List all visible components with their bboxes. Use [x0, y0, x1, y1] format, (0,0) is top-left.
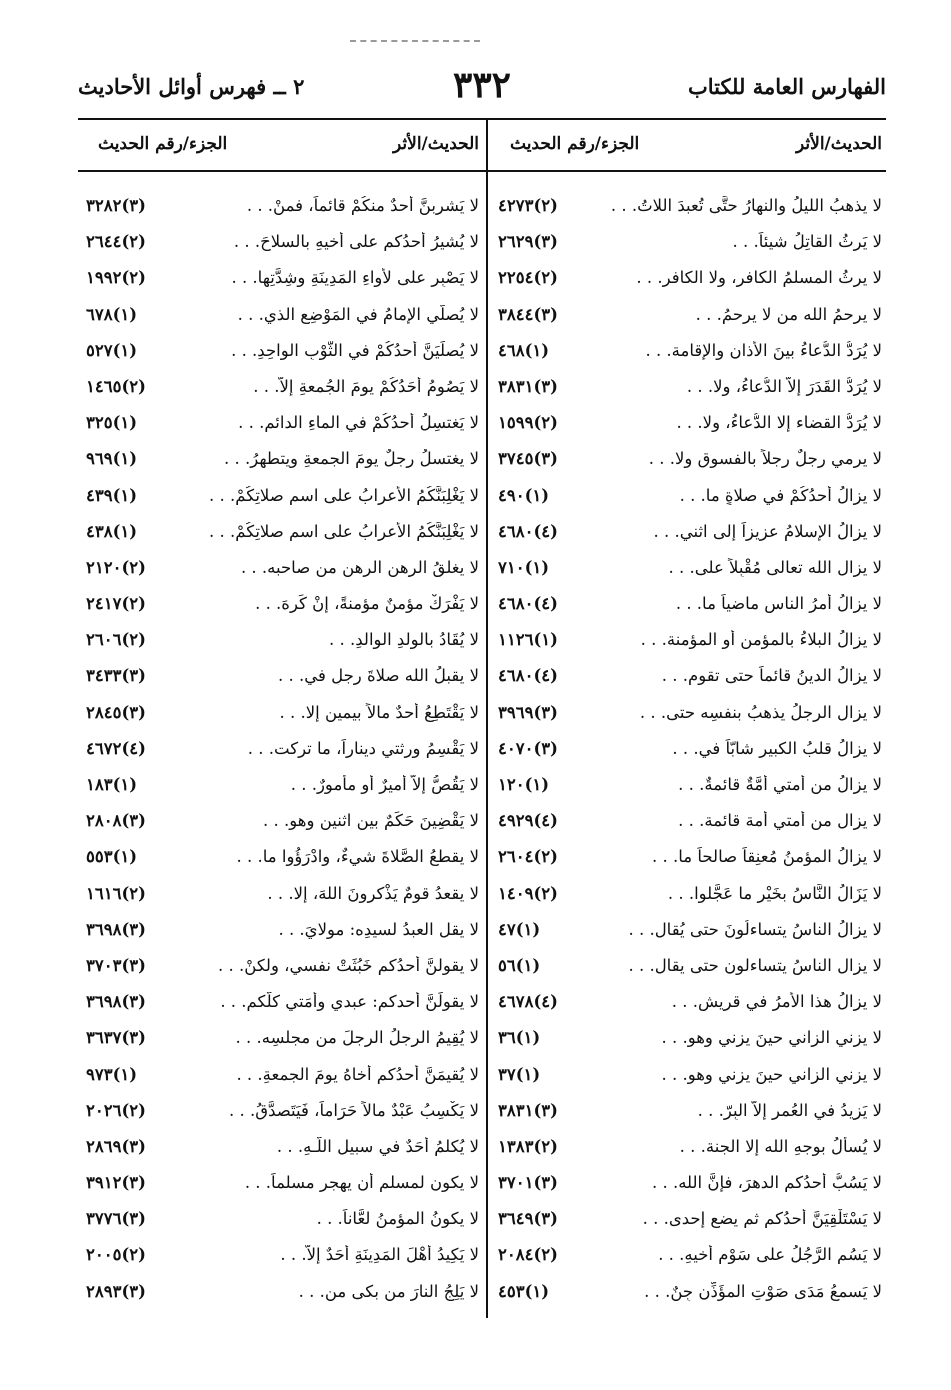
list-item	[78, 660, 483, 696]
hadith-text: لا يَقْضِينَ حَكَمٌ بين اثنين وهو. . .	[263, 811, 479, 831]
hadith-reference: (٢)٢٤١٧	[86, 594, 146, 614]
hadith-reference: (٢)١٦١٦	[86, 883, 146, 903]
hadith-text: لا يَزَالُ النَّاسُ بخَيْرٍ ما عَجَّلوا. . .	[667, 883, 882, 903]
hadith-reference: (١)٤٩٠	[498, 485, 550, 505]
hadith-text: لا يقطعُ الصَّلاةَ شيءٌ، وادْرَؤُوا ما. . .	[236, 847, 479, 867]
hadith-text: لا يزال الرجلُ يذهبُ بنفسِه حتى. . .	[639, 702, 882, 722]
hadith-reference: (٣)٢٨٤٥	[86, 702, 146, 722]
list-item	[490, 1131, 886, 1167]
hadith-text: لا يزالُ الدينُ قائماً حتى تقوم. . .	[661, 666, 882, 686]
list-item	[78, 1276, 483, 1312]
list-item	[78, 697, 483, 733]
hadith-text: لا يكونُ المؤمنُ لعَّاناً. . .	[316, 1209, 479, 1229]
hadith-reference: (٢)١٥٩٩	[498, 413, 558, 433]
hadith-text: لا يزالُ من أُمتي أُمَّةٌ قائمةٌ. . .	[678, 775, 882, 794]
list-item	[490, 733, 886, 769]
hadith-reference: (١)٩٦٩	[86, 449, 138, 469]
hadith-text: لا يَلِجُ النارَ من بكى من. . .	[298, 1281, 479, 1301]
list-item	[490, 262, 886, 298]
list-item	[490, 841, 886, 877]
hadith-text: لا يَفْرَكْ مؤمنٌ مؤمنةً، إنْ كَرِهَ. . .	[255, 594, 479, 614]
list-item	[490, 480, 886, 516]
hadith-text: لا يُرَدُّ القَدَرَ إلاّ الدُّعاءُ، ولا. . .	[686, 376, 882, 396]
hadith-text: لا يَصْبِر على لأواءِ المَدِينَةِ وشِدَّتِها. . .	[231, 268, 479, 288]
list-item	[78, 841, 483, 877]
hadith-reference: (٣)٣٦٩٨	[86, 919, 146, 939]
hadith-reference: (٣)٣٩١٢	[86, 1173, 146, 1193]
hadith-reference: (٢)٢٦٠٤	[498, 847, 558, 867]
right-entries	[490, 190, 886, 1312]
list-item	[490, 335, 886, 371]
hadith-reference: (٣)٣٧٠١	[498, 1173, 558, 1193]
hadith-column-header: الحديث/الأثر	[796, 134, 882, 154]
hadith-text: لا يَسمعُ مَدَى صَوْتِ المؤَذِّنِ جِنٌ. . .	[644, 1281, 882, 1301]
list-item	[78, 516, 483, 552]
list-item	[490, 588, 886, 624]
hadith-reference: (٢)١٤٦٥	[86, 376, 146, 396]
page-number: ٣٣٢	[452, 64, 511, 106]
list-item	[490, 624, 886, 660]
list-item	[78, 1131, 483, 1167]
column-divider	[486, 118, 488, 1318]
hadith-reference: (١)١١٢٦	[498, 630, 558, 650]
hadith-reference: (٣)٣٦٤٩	[498, 1209, 558, 1229]
hadith-text: لا يغلقُ الرهن الرهن من صاحبه. . .	[240, 557, 479, 577]
hadith-reference: (٣)٣٩٦٩	[498, 702, 558, 722]
right-column-head	[490, 118, 886, 170]
hadith-text: لا يُصلّي الإمامُ في المَوْضِعِ الذي. . .	[237, 304, 479, 324]
hadith-reference: (١)١٢٠	[498, 775, 550, 794]
hadith-text: لا يزالُ أحدُكُمْ في صلاةٍ ما. . .	[679, 485, 882, 505]
list-item	[78, 335, 483, 371]
hadith-reference: (٢)١٣٨٣	[498, 1136, 558, 1156]
hadith-reference: (٤)٤٦٧٢	[86, 738, 146, 758]
hadith-reference: (١)٤٣٨	[86, 521, 138, 541]
hadith-text: لا يقعدُ قومٌ يَذْكرونَ اللهَ، إلا. . .	[267, 883, 479, 903]
hadith-text: لا يُقَادُ بالولدِ الوالدِ. . .	[329, 630, 479, 650]
hadith-text: لا يزالُ قلبُ الكبيرِ شابّاً في. . .	[672, 738, 882, 758]
hadith-text: لا يقولَنَّ أحدكم: عبدي وأَمَتي كلُّكم. . .	[220, 992, 479, 1012]
hadith-reference: (٢)١٤٠٩	[498, 883, 558, 903]
list-item	[78, 226, 483, 262]
hadith-text: لا يُشيرُ أحدُكم على أخيهِ بالسلاحَ. . .	[233, 232, 479, 252]
hadith-text: لا يُكلمُ أحَدٌ في سبيلِ اللَّـهِ. . .	[276, 1136, 479, 1156]
list-item	[78, 914, 483, 950]
hadith-text: لا يَغْلِبَنَّكُمُ الأعرابُ على اسم صلاتِكُمْ. . .	[209, 485, 479, 505]
hadith-text: لا يذهبُ الليلُ والنهارُ حتَّى تُعبدَ اللاتُ. . .	[610, 196, 882, 215]
hadith-reference: (٣)٢٨٠٨	[86, 811, 146, 831]
list-item	[78, 624, 483, 660]
list-item	[78, 1059, 483, 1095]
hadith-reference: (٢)٢٢٥٤	[498, 268, 558, 288]
hadith-text: لا يَقُصُّ إلاّ أميرٌ أو مأمورٌ. . .	[290, 775, 479, 794]
hadith-text: لا يغتسلُ رجلٌ يومَ الجمعةِ ويتطهرُ. . .	[224, 449, 479, 469]
hadith-text: لا يَشربنَّ أحدٌ منكُمْ قائماً، فمنْ. . .	[246, 196, 479, 215]
right-column	[490, 118, 886, 1312]
hadith-reference: (١)٤٣٩	[86, 485, 138, 505]
hadith-text: لا يرِثُ المسلمُ الكافرِ، ولا الكافر. . .	[636, 268, 882, 288]
hadith-reference: (٣)٣٨٣١	[498, 1100, 558, 1120]
list-item	[78, 1095, 483, 1131]
hadith-reference: (٤)٤٦٨٠	[498, 594, 558, 614]
list-item	[490, 1239, 886, 1275]
hadith-reference: (٣)٣٦٩٨	[86, 992, 146, 1012]
list-item	[490, 1276, 886, 1312]
hadith-reference: (١)٦٧٨	[86, 304, 138, 324]
top-dash-line	[350, 40, 480, 42]
hadith-text: لا يُسألُ بوجهِ الله إلا الجنة. . .	[679, 1136, 882, 1156]
list-item	[78, 1203, 483, 1239]
hadith-reference: (١)٥٥٣	[86, 847, 138, 867]
list-item	[78, 1239, 483, 1275]
hadith-text: لا يُقِيمُ الرجلُ الرجلَ من مجلسِه. . .	[235, 1028, 479, 1048]
hadith-text: لا يزالُ أمرُ الناس ماضياً ما. . .	[675, 594, 882, 614]
hadith-reference: (٢)٢٦٤٤	[86, 232, 146, 252]
list-item	[490, 697, 886, 733]
left-entries	[78, 190, 483, 1312]
list-item	[78, 769, 483, 805]
hadith-reference: (٣)٣٨٣١	[498, 376, 558, 396]
list-item	[78, 262, 483, 298]
hadith-reference: (٢)٢٠٠٥	[86, 1245, 146, 1265]
hadith-reference: (٢)٢٠٨٤	[498, 1245, 558, 1265]
list-item	[78, 986, 483, 1022]
hadith-reference: (١)٤٧	[498, 919, 541, 939]
list-item	[490, 407, 886, 443]
hadith-reference: (٣)٢٨٩٣	[86, 1281, 146, 1301]
list-item	[490, 660, 886, 696]
hadith-reference: (٣)٣٤٣٣	[86, 666, 146, 686]
list-item	[490, 516, 886, 552]
hadith-reference: (١)٣٢٥	[86, 413, 138, 433]
hadith-text: لا يقولنَّ أحدُكم خَبُثَتْ نفسي، ولكنْ. . .	[218, 955, 479, 975]
hadith-reference: (٣)٣٧٤٥	[498, 449, 558, 469]
hadith-reference: (١)٧١٠	[498, 557, 550, 577]
hadith-reference: (٣)٣٨٤٤	[498, 304, 558, 324]
list-item	[490, 805, 886, 841]
hadith-reference: (٢)٢٠٢٦	[86, 1100, 146, 1120]
hadith-text: لا يكون لمسلم أن يهجر مسلماً. . .	[244, 1173, 479, 1193]
hadith-text: لا يَقْسِمُ ورثتي ديناراً، ما تركت. . .	[247, 738, 479, 758]
page-header	[78, 62, 886, 112]
hadith-reference: (١)٣٦	[498, 1028, 541, 1048]
hadith-text: لا يَزِيدُ في العُمرِ إلاّ البِرّ. . .	[697, 1100, 882, 1120]
hadith-reference: (٣)٤٠٧٠	[498, 738, 558, 758]
hadith-reference: (٣)٢٦٢٩	[498, 232, 558, 252]
list-item	[490, 371, 886, 407]
list-item	[490, 986, 886, 1022]
list-item	[490, 1059, 886, 1095]
hadith-reference: (٤)٤٦٧٨	[498, 992, 558, 1012]
hadith-text: لا يرمي رجلٌ رجلاً بالفسوقِ ولا. . .	[648, 449, 882, 469]
hadith-reference: (١)٥٦	[498, 955, 541, 975]
hadith-text: لا يزالُ الإسلامُ عزيزاً إلى اثني. . .	[653, 521, 882, 541]
hadith-text: لا يُرَدُّ القضاء إلا الدُّعاءُ، ولا. . .	[676, 413, 882, 433]
list-item	[490, 1203, 886, 1239]
list-item	[490, 878, 886, 914]
list-item	[490, 950, 886, 986]
list-item	[490, 1022, 886, 1058]
book-index-title: الفهارس العامة للكتاب	[687, 74, 886, 99]
hadith-text: لا يزال الناسُ يتساءلون حتى يقال. . .	[628, 955, 882, 975]
hadith-text: لا يزالُ الناسُ يتساءلُونَ حتى يُقال. . .	[628, 919, 882, 939]
hadith-reference: (٣)٣٧٧٦	[86, 1209, 146, 1229]
hadith-reference: (٣)٣٧٠٣	[86, 955, 146, 975]
list-item	[490, 552, 886, 588]
list-item	[78, 950, 483, 986]
list-item	[78, 805, 483, 841]
hadith-text: لا يَكِيدُ أهْلَ المَدِينَةِ أحَدٌ إلاّ. . .	[280, 1245, 479, 1265]
hadith-reference: (١)١٨٣	[86, 775, 138, 794]
hadith-reference: (١)٥٢٧	[86, 340, 138, 360]
hadith-reference: (٤)٤٦٨٠	[498, 521, 558, 541]
hadith-reference: (٤)٤٦٨٠	[498, 666, 558, 686]
list-item	[490, 190, 886, 226]
list-item	[78, 552, 483, 588]
list-item	[78, 480, 483, 516]
hadith-reference: (٣)٢٨٦٩	[86, 1136, 146, 1156]
hadith-reference: (١)٤٦٨	[498, 340, 550, 360]
hadith-text: لا يزال الله تعالى مُقْبِلاً على. . .	[668, 557, 882, 577]
section-title: ٢ ــ فهرس أوائل الأحاديث	[78, 74, 305, 99]
hadith-text: لا يُرَدُّ الدُّعاءُ بينَ الأذانِ والإقامة. . .	[645, 340, 882, 360]
hadith-reference: (١)٤٥٣	[498, 1281, 550, 1301]
hadith-text: لا يزني الزاني حينَ يزني وهو. . .	[661, 1028, 882, 1048]
hadith-reference: (٢)٤٢٧٣	[498, 196, 558, 215]
hadith-reference: (٣)٣٢٨٢	[86, 196, 146, 215]
hadith-text: لا يرحمُ الله من لا يرحمُ. . .	[695, 304, 882, 324]
hadith-reference: (٢)٢١٢٠	[86, 557, 146, 577]
hadith-reference: (٢)١٩٩٢	[86, 268, 146, 288]
hadith-text: لا يزالُ هذا الأمرُ في قريش. . .	[671, 992, 882, 1012]
hadith-reference: (٢)٢٦٠٦	[86, 630, 146, 650]
hadith-text: لا يزالُ البلاءُ بالمؤمنِ أو المؤمنة. . .	[640, 630, 882, 650]
hadith-reference: (١)٩٧٣	[86, 1064, 138, 1084]
hadith-reference: (٣)٣٦٣٧	[86, 1028, 146, 1048]
list-item	[78, 407, 483, 443]
list-item	[78, 190, 483, 226]
hadith-text: لا يُصلِّيَنَّ أحدُكُمْ في الثَّوْبِ الواحِدِ. . .	[231, 340, 479, 360]
reference-column-header: الجزء/رقم الحديث	[510, 134, 640, 154]
list-item	[78, 1022, 483, 1058]
hadith-text: لا يقل العبدُ لسيدِه: مولايَ. . .	[278, 919, 479, 939]
hadith-text: لا يَغتسِلُ أحدُكُمْ في الماءِ الدائم. . .	[238, 413, 479, 433]
list-item	[78, 1167, 483, 1203]
hadith-text: لا يَغْلِبَنَّكُمُ الأعرابُ على اسم صلاتِكُمْ. . .	[209, 521, 479, 541]
hadith-text: لا يَصُومُ أَحَدُكُمْ يومَ الجُمعةِ إلاّ. . .	[253, 376, 479, 396]
list-item	[78, 878, 483, 914]
list-item	[78, 299, 483, 335]
hadith-text: لا يقبلُ الله صلاةَ رجلٍ في. . .	[278, 666, 479, 686]
list-item	[490, 1167, 886, 1203]
hadith-text: لا يَرِثُ القاتِلُ شيئاً. . .	[732, 232, 882, 252]
list-item	[78, 733, 483, 769]
list-item	[490, 226, 886, 262]
list-item	[490, 299, 886, 335]
list-item	[78, 588, 483, 624]
list-item	[78, 443, 483, 479]
left-column	[78, 118, 483, 1312]
hadith-text: لا يزني الزاني حينَ يزني وهو. . .	[661, 1064, 882, 1084]
hadith-text: لا يَكْسِبُ عَبْدٌ مالاً حَرَاماً، فَيَتَصدَّقُ. . .	[229, 1100, 479, 1120]
hadith-text: لا يَسُبُّ أحدُكم الدهرَ، فإنَّ الله. . .	[651, 1173, 882, 1193]
hadith-text: لا يَقْتَطِعُ أحدٌ مالاً بيمينٍ إلا. . .	[279, 702, 479, 722]
hadith-column-header: الحديث/الأثر	[393, 134, 479, 154]
list-item	[490, 914, 886, 950]
hadith-text: لا يَسْتَلْقِيَنَّ أحدُكم ثم يضع إحدى. . .	[642, 1209, 882, 1229]
hadith-text: لا يزالُ المؤمنُ مُعنِقاً صالحاً ما. . .	[652, 847, 882, 867]
hadith-text: لا يَسُم الرَّجُلُ على سَوْمِ أخيهِ. . .	[658, 1245, 882, 1265]
list-item	[490, 769, 886, 805]
hadith-text: لا يُقيمَنَّ أحدُكم أخاهُ يومَ الجمعةِ. . .	[236, 1064, 479, 1084]
hadith-text: لا يزال من أمتي أمة قائمة. . .	[678, 811, 882, 831]
hadith-reference: (٤)٤٩٢٩	[498, 811, 558, 831]
list-item	[78, 371, 483, 407]
reference-column-header: الجزء/رقم الحديث	[98, 134, 228, 154]
list-item	[490, 443, 886, 479]
hadith-reference: (١)٣٧	[498, 1064, 541, 1084]
list-item	[490, 1095, 886, 1131]
left-column-head	[78, 118, 483, 170]
